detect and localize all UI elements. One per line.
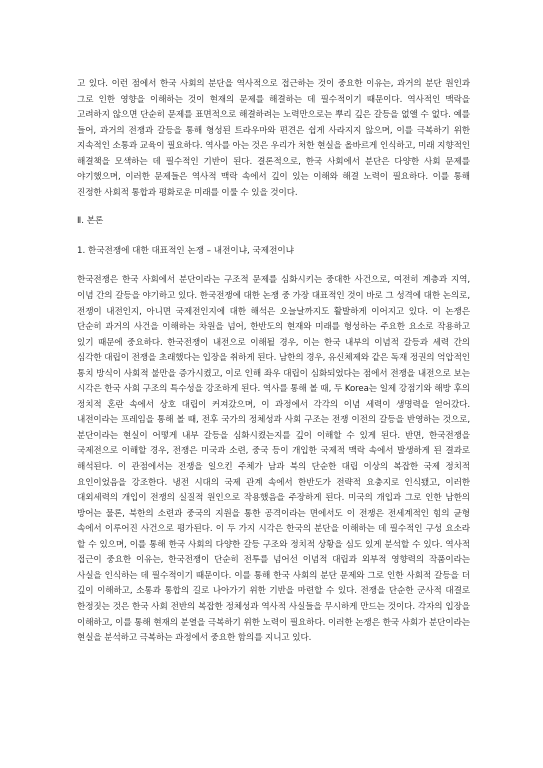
subsection-heading: 1. 한국전쟁에 대한 대표적인 논쟁 – 내전이냐, 국제전이냐 bbox=[77, 245, 294, 256]
section-heading: Ⅱ. 본론 bbox=[77, 216, 104, 227]
body-paragraph: 한국전쟁은 한국 사회에서 분단이라는 구조적 문제를 심화시키는 중대한 사건으로, 여전히 계층과 지역, 이념 간의 갈등을 야기하고 있다. 한국전쟁에 대한 논쟁 중 가장 대표적인 것이 바로 그 성격에 대한 논의로, 전쟁이 내전인지, 아니면 국제전인지에 대한 해석은 오늘날까지도 활발하게 이어지고 있다. 이 논쟁은 단순히 과거의 사건을 이해하는 차원을 넘어, 한반도의 현재와 미래를 형성하는 주요한 요소로 작용하고 있기 때문에 중요하다. 한국전쟁이 내전으로 이해될 경우, 이는 한국 내부의 이념적 갈등과 세력 간의 심각한 대립이 전쟁을 초래했다는 입장을 취하게 된다. 남한의 경우, 유신체제와 같은 독재 정권의 억압적인 통치 방식이 사회적 불만을 증가시켰고, 이로 인해 좌우 대립이 심화되었다는 점에서 전쟁을 내전으로 보는 시각은 한국 사회 구조의 특수성을 강조하게 된다. 역사를 통해 볼 때, 두 Korea는 일제 강점기와 해방 후의 정치적 혼란 속에서 상호 대립이 커져갔으며, 이 과정에서 각각의 이념 세력이 생명력을 얻어갔다. 내전이라는 프레임을 통해 볼 때, 전후 국가의 정체성과 사회 구조는 전쟁 이전의 갈등을 반영하는 것으로, 분단이라는 현실이 어떻게 내부 갈등을 심화시켰는지를 깊이 이해할 수 있게 된다. 반면, 한국전쟁을 국제전으로 이해할 경우, 전쟁은 미국과 소련, 중국 등이 개입한 국제적 맥락 속에서 발생하게 된 결과로 해석된다. 이 관점에서는 전쟁을 일으킨 주체가 남과 북의 단순한 대립 이상의 복잡한 국제 정치적 요인이었음을 강조한다. 냉전 시대의 국제 관계 속에서 한반도가 전략적 요충지로 인식됐고, 이러한 대외세력의 개입이 전쟁의 실질적 원인으로 작용했음을 주장하게 된다. 미국의 개입과 그로 인한 남한의 방어는 물론, 북한의 소련과 중국의 지원을 통한 공격이라는 면에서도 이 전쟁은 전세계적인 힘의 균형 속에서 이루어진 사건으로 평가된다. 이 두 가지 시각은 한국의 분단을 이해하는 데 필수적인 구성 요소라 할 수 있으며, 이를 통해 한국 사회의 다양한 갈등 구조와 정치적 상황을 심도 있게 분석할 수 있다. 역사적 접근이 중요한 이유는, 한국전쟁이 단순히 전투를 넘어선 이념적 대립과 외부적 영향력의 작품이라는 사실을 인식하는 데 필수적이기 때문이다. 이를 통해 한국 사회의 분단 문제와 그로 인한 사회적 갈등을 더 깊이 이해하고, 소통과 통합의 길로 나아가기 위한 기반을 마련할 수 있다. 전쟁을 단순한 군사적 대결로 한정짓는 것은 한국 사회 전반의 복잡한 정체성과 역사적 사실들을 무시하게 만드는 것이다. 각자의 입장을 이해하고, 이를 통해 현재의 분열을 극복하기 위한 노력이 필요하다. 이러한 논쟁은 한국 사회가 분단이라는 현실을 분석하고 극복하는 과정에서 중요한 함의를 지니고 있다. bbox=[77, 275, 470, 644]
document-content bbox=[77, 77, 470, 647]
intro-paragraph: 고 있다. 이런 점에서 한국 사회의 분단을 역사적으로 접근하는 것이 중요한 이유는, 과거의 분단 원인과 그로 인한 영향을 이해하는 것이 현재의 문제를 해결하는 데 필수적이기 때문이다. 역사적인 맥락을 고려하지 않으면 단순히 문제를 표면적으로 해결하려는 노력만으로는 뿌리 깊은 갈등을 없앨 수 없다. 예를 들어, 과거의 전쟁과 갈등을 통해 형성된 트라우마와 편견은 쉽게 사라지지 않으며, 이를 극복하기 위한 지속적인 소통과 교육이 필요하다. 역사를 아는 것은 우리가 처한 현실을 올바르게 인식하고, 미래 지향적인 해결책을 모색하는 데 필수적인 기반이 된다. 결론적으로, 한국 사회에서 분단은 다양한 사회 문제를 야기했으며, 이러한 문제들은 역사적 맥락 속에서 깊이 있는 이해와 해결 노력이 필요하다. 이를 통해 진정한 사회적 통합과 평화로운 미래를 이룰 수 있을 것이다. bbox=[77, 79, 470, 198]
